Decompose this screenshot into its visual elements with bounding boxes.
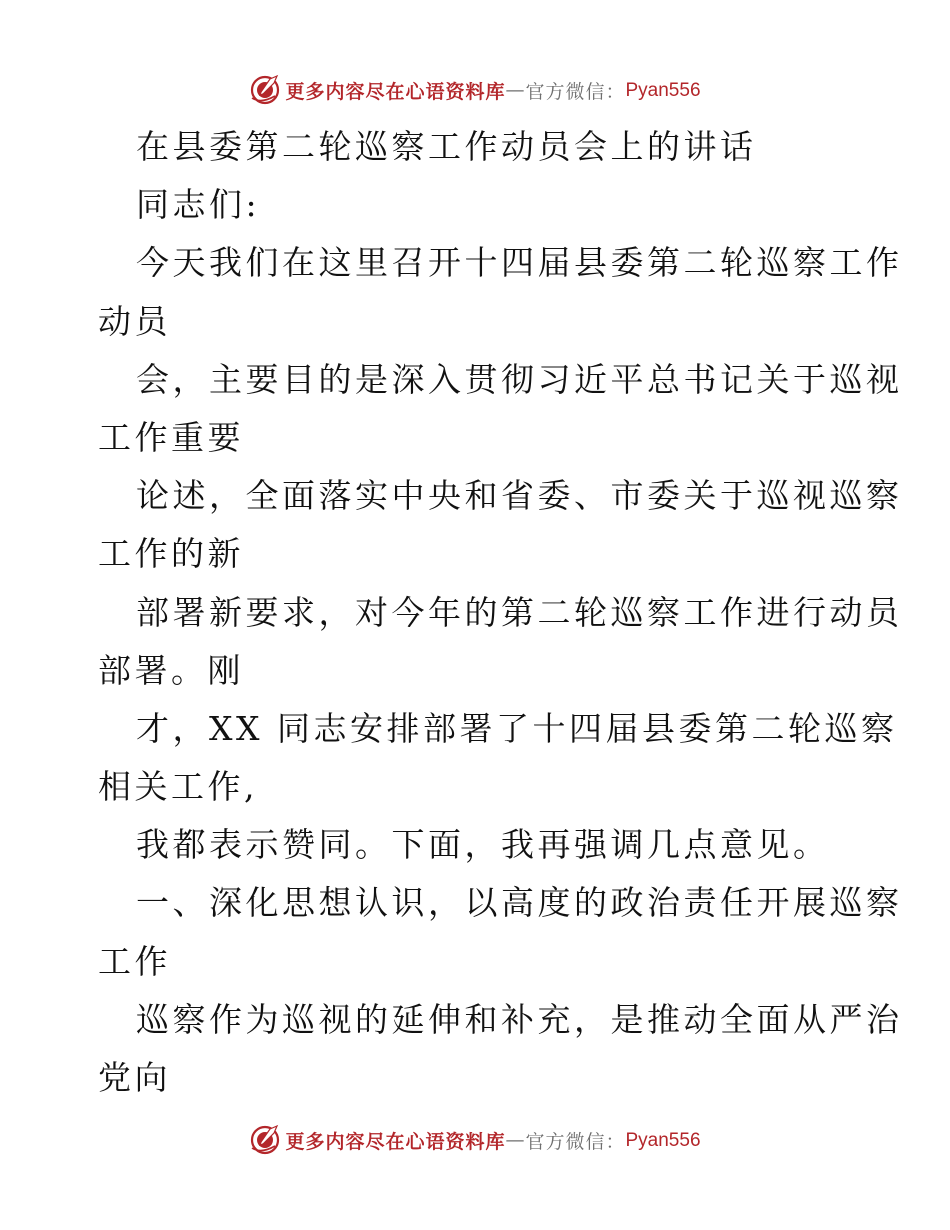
pen-logo-icon: [249, 1124, 281, 1156]
text-line: 今天我们在这里召开十四届县委第二轮巡察工作: [136, 243, 903, 283]
banner-brand-text: 更多内容尽在心语资料库: [285, 80, 506, 103]
text-line: 动员: [98, 301, 171, 341]
text-line: 相关工作,: [98, 767, 258, 807]
text-line: 党向: [98, 1058, 171, 1097]
salutation: 同志们:: [136, 185, 261, 225]
banner-contact-label: 官方微信：: [525, 80, 626, 103]
text-line: 才，XX 同志安排部署了十四届县委第二轮巡察: [136, 708, 898, 748]
pen-logo-icon: [249, 74, 281, 106]
document-body: [98, 118, 903, 1107]
banner-contact-id: Pyan556: [625, 79, 701, 101]
section-heading: 一、深化思想认识，以高度的政治责任开展巡察: [136, 883, 903, 923]
text-line: 会，主要目的是深入贯彻习近平总书记关于巡视: [136, 359, 903, 399]
text-line: 巡察作为巡视的延伸和补充，是推动全面从严治: [136, 999, 903, 1039]
document-title: 在县委第二轮巡察工作动员会上的讲话: [136, 127, 757, 166]
banner-brand-text: 更多内容尽在心语资料库: [285, 1130, 506, 1153]
banner-contact-label: 官方微信：: [525, 1130, 626, 1153]
header-watermark-banner: [0, 70, 950, 110]
banner-separator: —: [505, 1129, 526, 1151]
text-line: 工作的新: [98, 534, 244, 574]
text-line: 工作: [98, 941, 171, 981]
text-line: 部署新要求，对今年的第二轮巡察工作进行动员: [136, 592, 903, 632]
footer-watermark-banner: [0, 1120, 950, 1160]
text-line: 论述，全面落实中央和省委、市委关于巡视巡察: [136, 476, 903, 516]
text-line: 我都表示赞同。下面，我再强调几点意见。: [136, 825, 830, 865]
banner-separator: —: [505, 79, 526, 101]
text-line: 工作重要: [98, 417, 244, 457]
text-line: 部署。刚: [98, 650, 244, 690]
banner-contact-id: Pyan556: [625, 1129, 701, 1151]
